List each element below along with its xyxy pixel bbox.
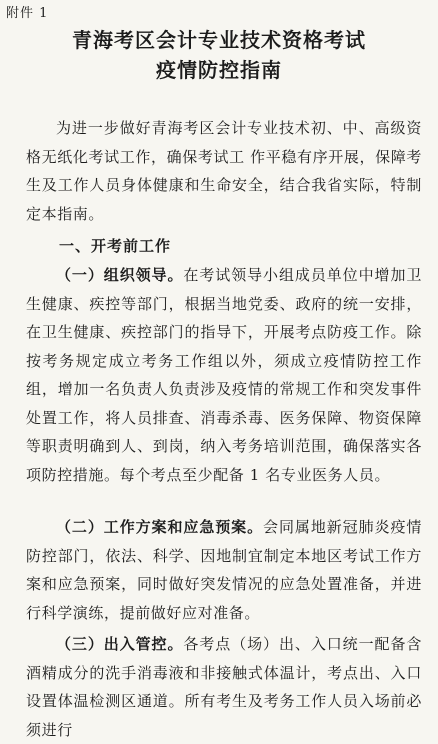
subheading-organization: （一）组织领导。 xyxy=(56,266,184,284)
paragraph-organization xyxy=(26,261,422,489)
section-heading-before-exam: 一、开考前工作 xyxy=(59,237,172,255)
subheading-plan: （二）工作方案和应急预案。 xyxy=(56,518,264,536)
paragraph-plan xyxy=(26,513,422,627)
attachment-label: 附件 1 xyxy=(6,6,49,21)
body-plan: 会同属地新冠肺炎疫情防控部门，依法、科学、因地制宜制定本地区考试工作方案和应急预案，同时做好突发情况的应急处置准备，并进行科学演练，提前做好应对准备。 xyxy=(26,518,422,622)
intro-paragraph: 为进一步做好青海考区会计专业技术初、中、高级资格无纸化考试工作，确保考试工 作平稳有序开展，保障考生及工作人员身体健康和生命安全，结合我省实际，特制定本指南。 xyxy=(26,119,422,223)
document-title-line-1: 青海考区会计专业技术资格考试 xyxy=(72,28,366,52)
body-organization: 在考试领导小组成员单位中增加卫生健康、疾控等部门，根据当地党委、政府的统一安排，在卫生健康、疾控部门的指导下，开展考点防疫工作。除按考务规定成立考务工作组以外，须成立疫情防控工作组，增加一名负责人负责涉及疫情的常规工作和突发事件处置工作，将人员排查、消毒杀毒、医务保障、物资保障等职责明确到人、到岗，纳入考务培训范围，确保落实各项防控措施。每个考点至少配备 1 名专业医务人员。 xyxy=(26,266,422,484)
paragraph-entry-control xyxy=(26,630,422,744)
document-title-line-2: 疫情防控指南 xyxy=(156,58,282,82)
subheading-entry-control: （三）出入管控。 xyxy=(56,635,184,653)
body-entry-control: 各考点（场）出、入口统一配备含酒精成分的洗手消毒液和非接触式体温计，考点出、入口设置体温检测区通道。所有考生及考务工作人员入场前必须进行 xyxy=(26,635,422,739)
